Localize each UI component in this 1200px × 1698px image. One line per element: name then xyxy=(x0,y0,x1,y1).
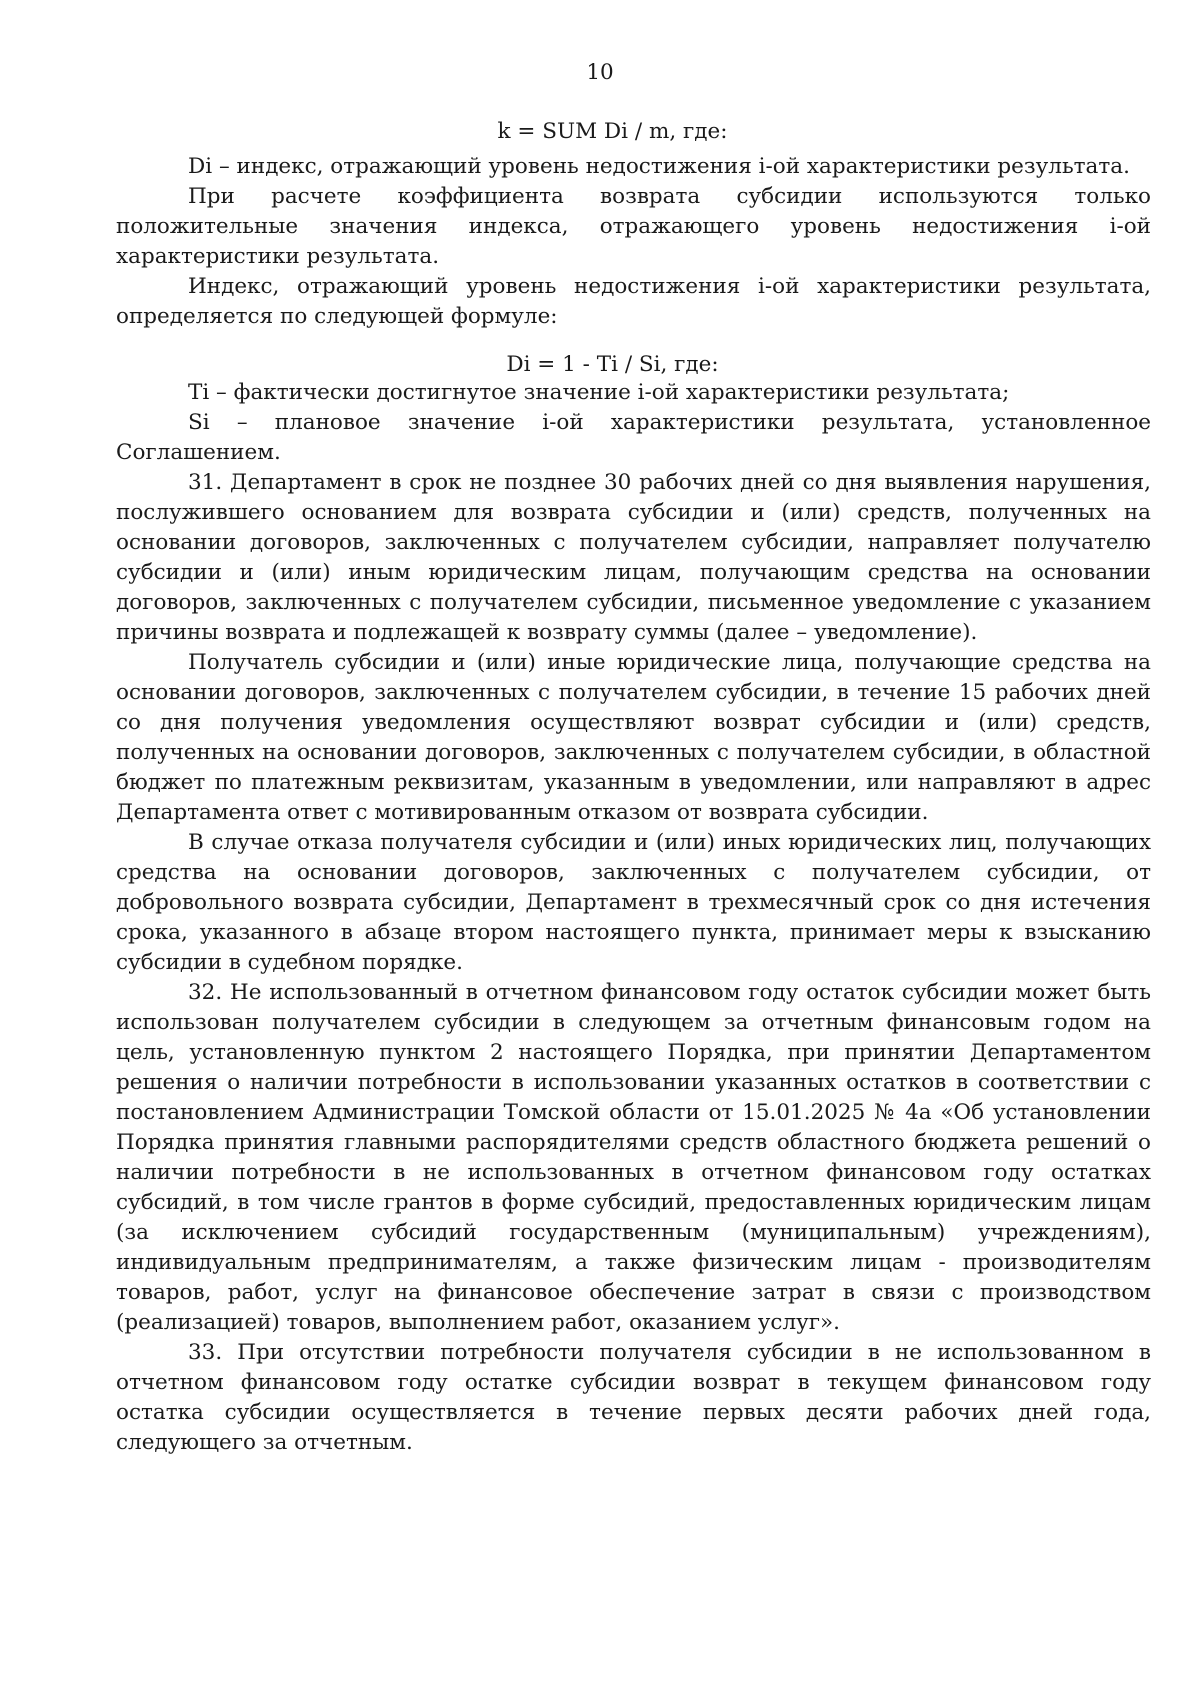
page-number: 10 xyxy=(586,60,614,85)
text-block-2 xyxy=(116,378,1151,1458)
paragraph-index-formula-intro: Индекс, отражающий уровень недостижения i-ой характеристики результата, определяется по следующей формуле: xyxy=(116,274,1151,329)
text-block-1 xyxy=(116,152,1151,332)
paragraph-item-31: 31. Департамент в срок не позднее 30 рабочих дней со дня выявления нарушения, послужившего основанием для возврата субсидии и (или) средств, полученных на основании договоров, заключенных с получателем субсидии, направляет получателю субсидии и (или) иным юридическим лицам, получающим средства на основании договоров, заключенных с получателем субсидии, письменное уведомление с указанием причины возврата и подлежащей к возврату суммы (далее – уведомление). xyxy=(116,470,1151,645)
paragraph-positive-values: При расчете коэффициента возврата субсидии используются только положительные значения индекса, отражающего уровень недостижения i-ой характеристики результата. xyxy=(116,184,1151,269)
formula-k: k = SUM Di / m, где: xyxy=(497,119,728,144)
paragraph-si-definition: Si – плановое значение i-ой характеристики результата, установленное Соглашением. xyxy=(116,410,1151,465)
paragraph-di-definition: Di – индекс, отражающий уровень недостижения i-ой характеристики результата. xyxy=(188,154,1130,179)
paragraph-item-32: 32. Не использованный в отчетном финансовом году остаток субсидии может быть использован получателем субсидии в следующем за отчетным финансовым годом на цель, установленную пунктом 2 настоящего Порядка, при принятии Департаментом решения о наличии потребности в использовании указанных остатков в соответствии с постановлением Администрации Томской области от 15.01.2025 № 4а «Об установлении Порядка принятия главными распорядителями средств областного бюджета решений о наличии потребности в не использованных в отчетном финансовом году остатках субсидий, в том числе грантов в форме субсидий, предоставленных юридическим лицам (за исключением субсидий государственным (муниципальным) учреждениям), индивидуальным предпринимателям, а также физическим лицам - производителям товаров, работ, услуг на финансовое обеспечение затрат в связи с производством (реализацией) товаров, выполнением работ, оказанием услуг». xyxy=(116,980,1151,1335)
paragraph-ti-definition: Ti – фактически достигнутое значение i-ой характеристики результата; xyxy=(188,380,1010,405)
formula-di: Di = 1 - Ti / Si, где: xyxy=(506,352,719,377)
paragraph-recipient-return: Получатель субсидии и (или) иные юридические лица, получающие средства на основании договоров, заключенных с получателем субсидии, в течение 15 рабочих дней со дня получения уведомления осуществляют возврат субсидии и (или) средств, полученных на основании договоров, заключенных с получателем субсидии, в областной бюджет по платежным реквизитам, указанным в уведомлении, или направляют в адрес Департамента ответ с мотивированным отказом от возврата субсидии. xyxy=(116,650,1151,825)
paragraph-refusal: В случае отказа получателя субсидии и (или) иных юридических лиц, получающих средства на основании договоров, заключенных с получателем субсидии, от добровольного возврата субсидии, Департамент в трехмесячный срок со дня истечения срока, указанного в абзаце втором настоящего пункта, принимает меры к взысканию субсидии в судебном порядке. xyxy=(116,830,1151,975)
paragraph-item-33: 33. При отсутствии потребности получателя субсидии в не использованном в отчетном финансовом году остатке субсидии возврат в текущем финансовом году остатка субсидии осуществляется в течение первых десяти рабочих дней года, следующего за отчетным. xyxy=(116,1340,1151,1455)
